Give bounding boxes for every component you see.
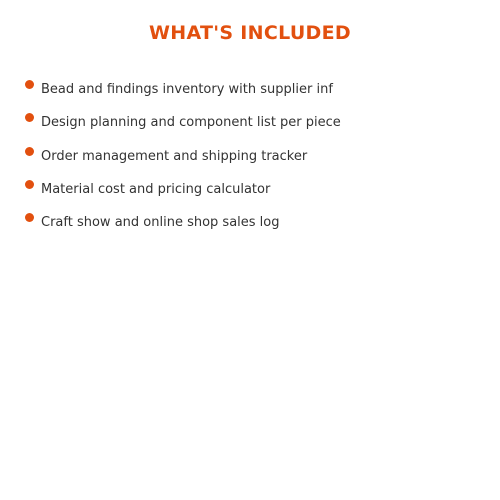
bullet-icon bbox=[25, 80, 34, 89]
list-item-text: Craft show and online shop sales log bbox=[41, 215, 280, 231]
list-item bbox=[24, 146, 341, 179]
bullet-icon bbox=[25, 147, 34, 156]
list-item-text: Bead and findings inventory with supplier inf bbox=[41, 82, 333, 97]
bullet-icon bbox=[25, 113, 34, 122]
list-item bbox=[24, 112, 341, 145]
bullet-icon bbox=[25, 180, 34, 189]
list-item bbox=[24, 79, 341, 112]
features-list bbox=[24, 79, 341, 245]
list-item-text: Order management and shipping tracker bbox=[41, 148, 308, 164]
list-item-text: Material cost and pricing calculator bbox=[41, 181, 271, 197]
section-heading: WHAT'S INCLUDED bbox=[149, 22, 351, 44]
list-item-text: Design planning and component list per piece bbox=[41, 115, 341, 131]
list-item bbox=[24, 212, 341, 245]
bullet-icon bbox=[25, 213, 34, 222]
list-item bbox=[24, 179, 341, 212]
